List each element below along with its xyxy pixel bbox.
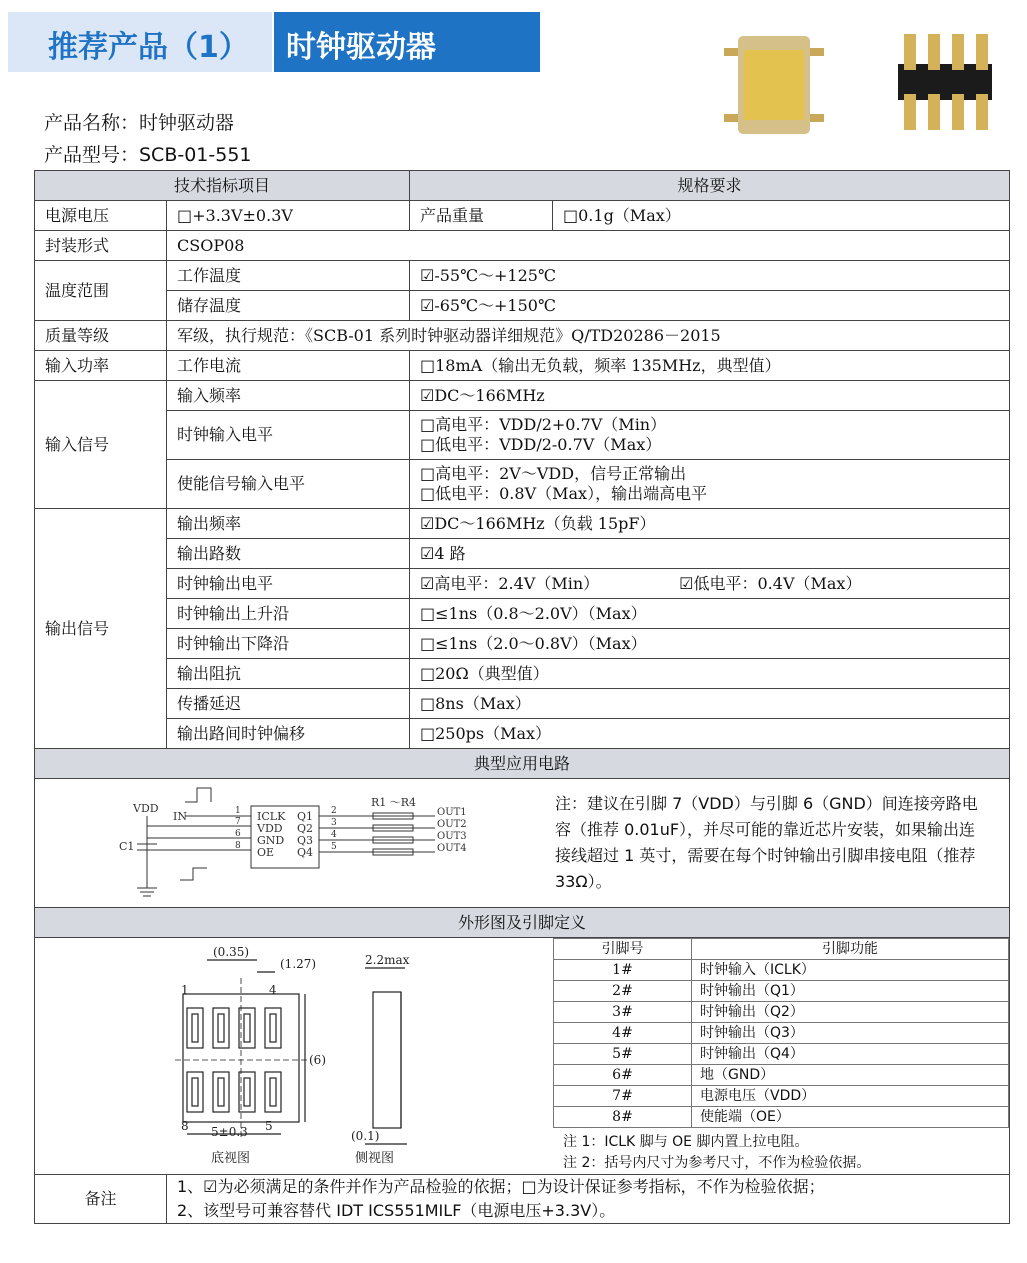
table-row (554, 1107, 1009, 1128)
weight-value: □0.1g（Max） (553, 201, 1010, 231)
pin-num: 6# (554, 1065, 692, 1086)
clk-input-high: □高电平：VDD/2+0.7V（Min） (420, 415, 667, 434)
circuit-pin-1: 1 (235, 806, 241, 816)
remark-line-2: 2、该型号可兼容替代 IDT ICS551MILF（电源电压+3.3V）。 (177, 1201, 616, 1220)
dim-6: (6) (309, 1053, 326, 1067)
table-row (554, 1044, 1009, 1065)
outline-note-2: 注 2：括号内尺寸为参考尺寸，不作为检验依据。 (563, 1155, 871, 1171)
pin-header-num: 引脚号 (554, 939, 692, 960)
circuit-vdd-label: VDD (133, 802, 159, 815)
pin-header-func: 引脚功能 (692, 939, 1009, 960)
enable-input-value (410, 460, 1010, 509)
output-row-label: 传播延迟 (167, 689, 410, 719)
circuit-q1: Q1 (297, 810, 314, 823)
circuit-oe: OE (257, 846, 275, 859)
outline-title: 外形图及引脚定义 (35, 908, 1010, 938)
input-power-label: 输入功率 (35, 351, 167, 381)
clk-input-label: 时钟输入电平 (167, 411, 410, 460)
table-header-row (35, 171, 1010, 201)
circuit-row (35, 779, 1010, 908)
table-row (554, 1086, 1009, 1107)
remark-row (35, 1175, 1010, 1224)
circuit-out4: OUT4 (437, 843, 467, 854)
table-row (35, 201, 1010, 231)
pin-definition (553, 938, 1009, 1174)
header-spec: 规格要求 (410, 171, 1010, 201)
output-level-high: ☑高电平：2.4V（Min） (420, 573, 600, 593)
remark-text (167, 1175, 1010, 1224)
pin-func: 使能端（OE） (692, 1107, 1009, 1128)
circuit-q4: Q4 (297, 846, 314, 859)
outline-drawing (35, 938, 553, 1172)
power-label: 电源电压 (35, 201, 167, 231)
output-row-value: ☑DC～166MHz（负载 15pF） (410, 509, 1010, 539)
table-row (35, 411, 1010, 460)
pin-mark-4: 4 (269, 983, 277, 997)
temp-st-label: 储存温度 (167, 291, 410, 321)
pin-table-header (554, 939, 1009, 960)
output-row-label: 输出路数 (167, 539, 410, 569)
circuit-pin-7: 7 (235, 817, 241, 827)
package-label: 封装形式 (35, 231, 167, 261)
table-row (554, 981, 1009, 1002)
dim-01: (0.1) (351, 1129, 380, 1143)
banner-right-text: 时钟驱动器 (286, 30, 436, 65)
table-row (35, 291, 1010, 321)
table-row (554, 960, 1009, 981)
header-item: 技术指标项目 (35, 171, 410, 201)
table-row (35, 321, 1010, 351)
quality-value: 军级，执行规范：《SCB-01 系列时钟驱动器详细规范》Q/TD20286－2015 (167, 321, 1010, 351)
temp-label: 温度范围 (35, 261, 167, 321)
table-row (35, 539, 1010, 569)
pin-func: 地（GND） (692, 1065, 1009, 1086)
output-row-value: □≤1ns（2.0～0.8V）（Max） (410, 629, 1010, 659)
table-row (35, 599, 1010, 629)
product-model: 产品型号：SCB-01-551 (44, 144, 252, 166)
pin-func: 时钟输入（ICLK） (692, 960, 1009, 981)
temp-op-label: 工作温度 (167, 261, 410, 291)
pin-func: 时钟输出（Q2） (692, 1002, 1009, 1023)
spec-table (34, 170, 1010, 1224)
circuit-pin-8: 8 (235, 841, 241, 851)
output-row-value: ☑4 路 (410, 539, 1010, 569)
output-row-label: 输出阻抗 (167, 659, 410, 689)
pin-num: 1# (554, 960, 692, 981)
input-power-value: □18mA（输出无负载，频率 135MHz，典型值） (410, 351, 1010, 381)
output-row-value (410, 569, 1010, 599)
circuit-q3: Q3 (297, 834, 314, 847)
table-row (35, 629, 1010, 659)
output-row-value: □≤1ns（0.8～2.0V）（Max） (410, 599, 1010, 629)
output-row-value: □8ns（Max） (410, 689, 1010, 719)
circuit-pin-5: 5 (331, 842, 337, 852)
table-row (35, 509, 1010, 539)
pin-table (553, 938, 1009, 1128)
circuit-vddpin: VDD (257, 822, 283, 835)
dim-127: (1.27) (280, 957, 317, 971)
pin-num: 5# (554, 1044, 692, 1065)
circuit-out1: OUT1 (437, 807, 467, 818)
table-row (35, 261, 1010, 291)
remark-line-1: 1、☑为必须满足的条件并作为产品检验的依据；□为设计保证参考指标，不作为检验依据； (177, 1177, 825, 1196)
circuit-out2: OUT2 (437, 819, 467, 830)
dim-22max: 2.2max (365, 953, 410, 967)
power-value: □+3.3V±0.3V (167, 201, 410, 231)
pin-num: 3# (554, 1002, 692, 1023)
pin-func: 电源电压（VDD） (692, 1086, 1009, 1107)
temp-st-value: ☑-65℃～+150℃ (410, 291, 1010, 321)
table-row (35, 460, 1010, 509)
pin-num: 2# (554, 981, 692, 1002)
output-row-value: □250ps（Max） (410, 719, 1010, 749)
output-level-low: ☑低电平：0.4V（Max） (679, 573, 862, 593)
table-row (35, 231, 1010, 261)
quality-label: 质量等级 (35, 321, 167, 351)
input-power-sub: 工作电流 (167, 351, 410, 381)
table-row (35, 659, 1010, 689)
circuit-section-header (35, 749, 1010, 779)
table-row (554, 1023, 1009, 1044)
dim-53: 5±0.3 (211, 1125, 248, 1139)
banner-left-block (8, 12, 272, 72)
circuit-pin-2: 2 (331, 806, 337, 816)
output-row-value: □20Ω（典型值） (410, 659, 1010, 689)
circuit-pin-4: 4 (331, 830, 337, 840)
input-freq-value: ☑DC～166MHz (410, 381, 1010, 411)
pin-num: 8# (554, 1107, 692, 1128)
banner-left-text: 推荐产品（1） (48, 30, 249, 65)
circuit-q2: Q2 (297, 822, 314, 835)
enable-input-label: 使能信号输入电平 (167, 460, 410, 509)
pin-num: 7# (554, 1086, 692, 1107)
output-row-label: 时钟输出电平 (167, 569, 410, 599)
circuit-in-label: IN (173, 810, 187, 823)
input-signal-label: 输入信号 (35, 381, 167, 509)
table-row (35, 381, 1010, 411)
outline-note-1: 注 1：ICLK 脚与 OE 脚内置上拉电阻。 (563, 1134, 809, 1150)
output-row-label: 输出频率 (167, 509, 410, 539)
circuit-iclk: ICLK (257, 810, 286, 823)
circuit-note: 注：建议在引脚 7（VDD）与引脚 6（GND）间连接旁路电容（推荐 0.01uF），并尽可能的靠近芯片安装，如果输出连接线超过 1 英寸，需要在每个时钟输出引脚串接电阻（推荐 33Ω）。 (555, 794, 978, 891)
outline-section-header (35, 908, 1010, 938)
pin-mark-1: 1 (181, 983, 189, 997)
output-row-label: 时钟输出下降沿 (167, 629, 410, 659)
circuit-title: 典型应用电路 (35, 749, 1010, 779)
pin-num: 4# (554, 1023, 692, 1044)
remark-label: 备注 (35, 1175, 167, 1224)
table-row (35, 719, 1010, 749)
circuit-out3: OUT3 (437, 831, 467, 842)
output-signal-label: 输出信号 (35, 509, 167, 749)
table-row (35, 351, 1010, 381)
pin-func: 时钟输出（Q3） (692, 1023, 1009, 1044)
clk-input-value (410, 411, 1010, 460)
input-freq-label: 输入频率 (167, 381, 410, 411)
enable-input-low: □低电平：0.8V（Max），输出端高电平 (420, 484, 708, 503)
dim-035: (0.35) (213, 945, 250, 959)
title-banner (8, 12, 540, 72)
pin-mark-8: 8 (181, 1119, 189, 1133)
banner-right-block (274, 12, 540, 72)
table-row (35, 569, 1010, 599)
output-row-label: 输出路间时钟偏移 (167, 719, 410, 749)
outline-row (35, 938, 1010, 1175)
chip-photo-top (718, 30, 830, 140)
circuit-diagram (35, 780, 555, 906)
output-row-label: 时钟输出上升沿 (167, 599, 410, 629)
temp-op-value: ☑-55℃～+125℃ (410, 261, 1010, 291)
circuit-pin-6: 6 (235, 829, 241, 839)
table-row (554, 1065, 1009, 1086)
chip-photo-bottom (890, 26, 1000, 138)
pin-func: 时钟输出（Q4） (692, 1044, 1009, 1065)
bottom-view-caption: 底视图 (211, 1151, 251, 1166)
enable-input-high: □高电平：2V～VDD，信号正常输出 (420, 464, 687, 483)
pin-func: 时钟输出（Q1） (692, 981, 1009, 1002)
side-view-caption: 侧视图 (355, 1151, 395, 1166)
circuit-res-label: R1 ～R4 (371, 796, 417, 809)
product-name: 产品名称：时钟驱动器 (44, 112, 235, 134)
circuit-gnd: GND (257, 834, 285, 847)
circuit-c1-label: C1 (119, 840, 135, 853)
weight-label: 产品重量 (410, 201, 553, 231)
clk-input-low: □低电平：VDD/2-0.7V（Max） (420, 435, 662, 454)
pin-mark-5: 5 (265, 1119, 273, 1133)
table-row (554, 1002, 1009, 1023)
table-row (35, 689, 1010, 719)
package-value: CSOP08 (167, 231, 1010, 261)
circuit-pin-3: 3 (331, 818, 337, 828)
